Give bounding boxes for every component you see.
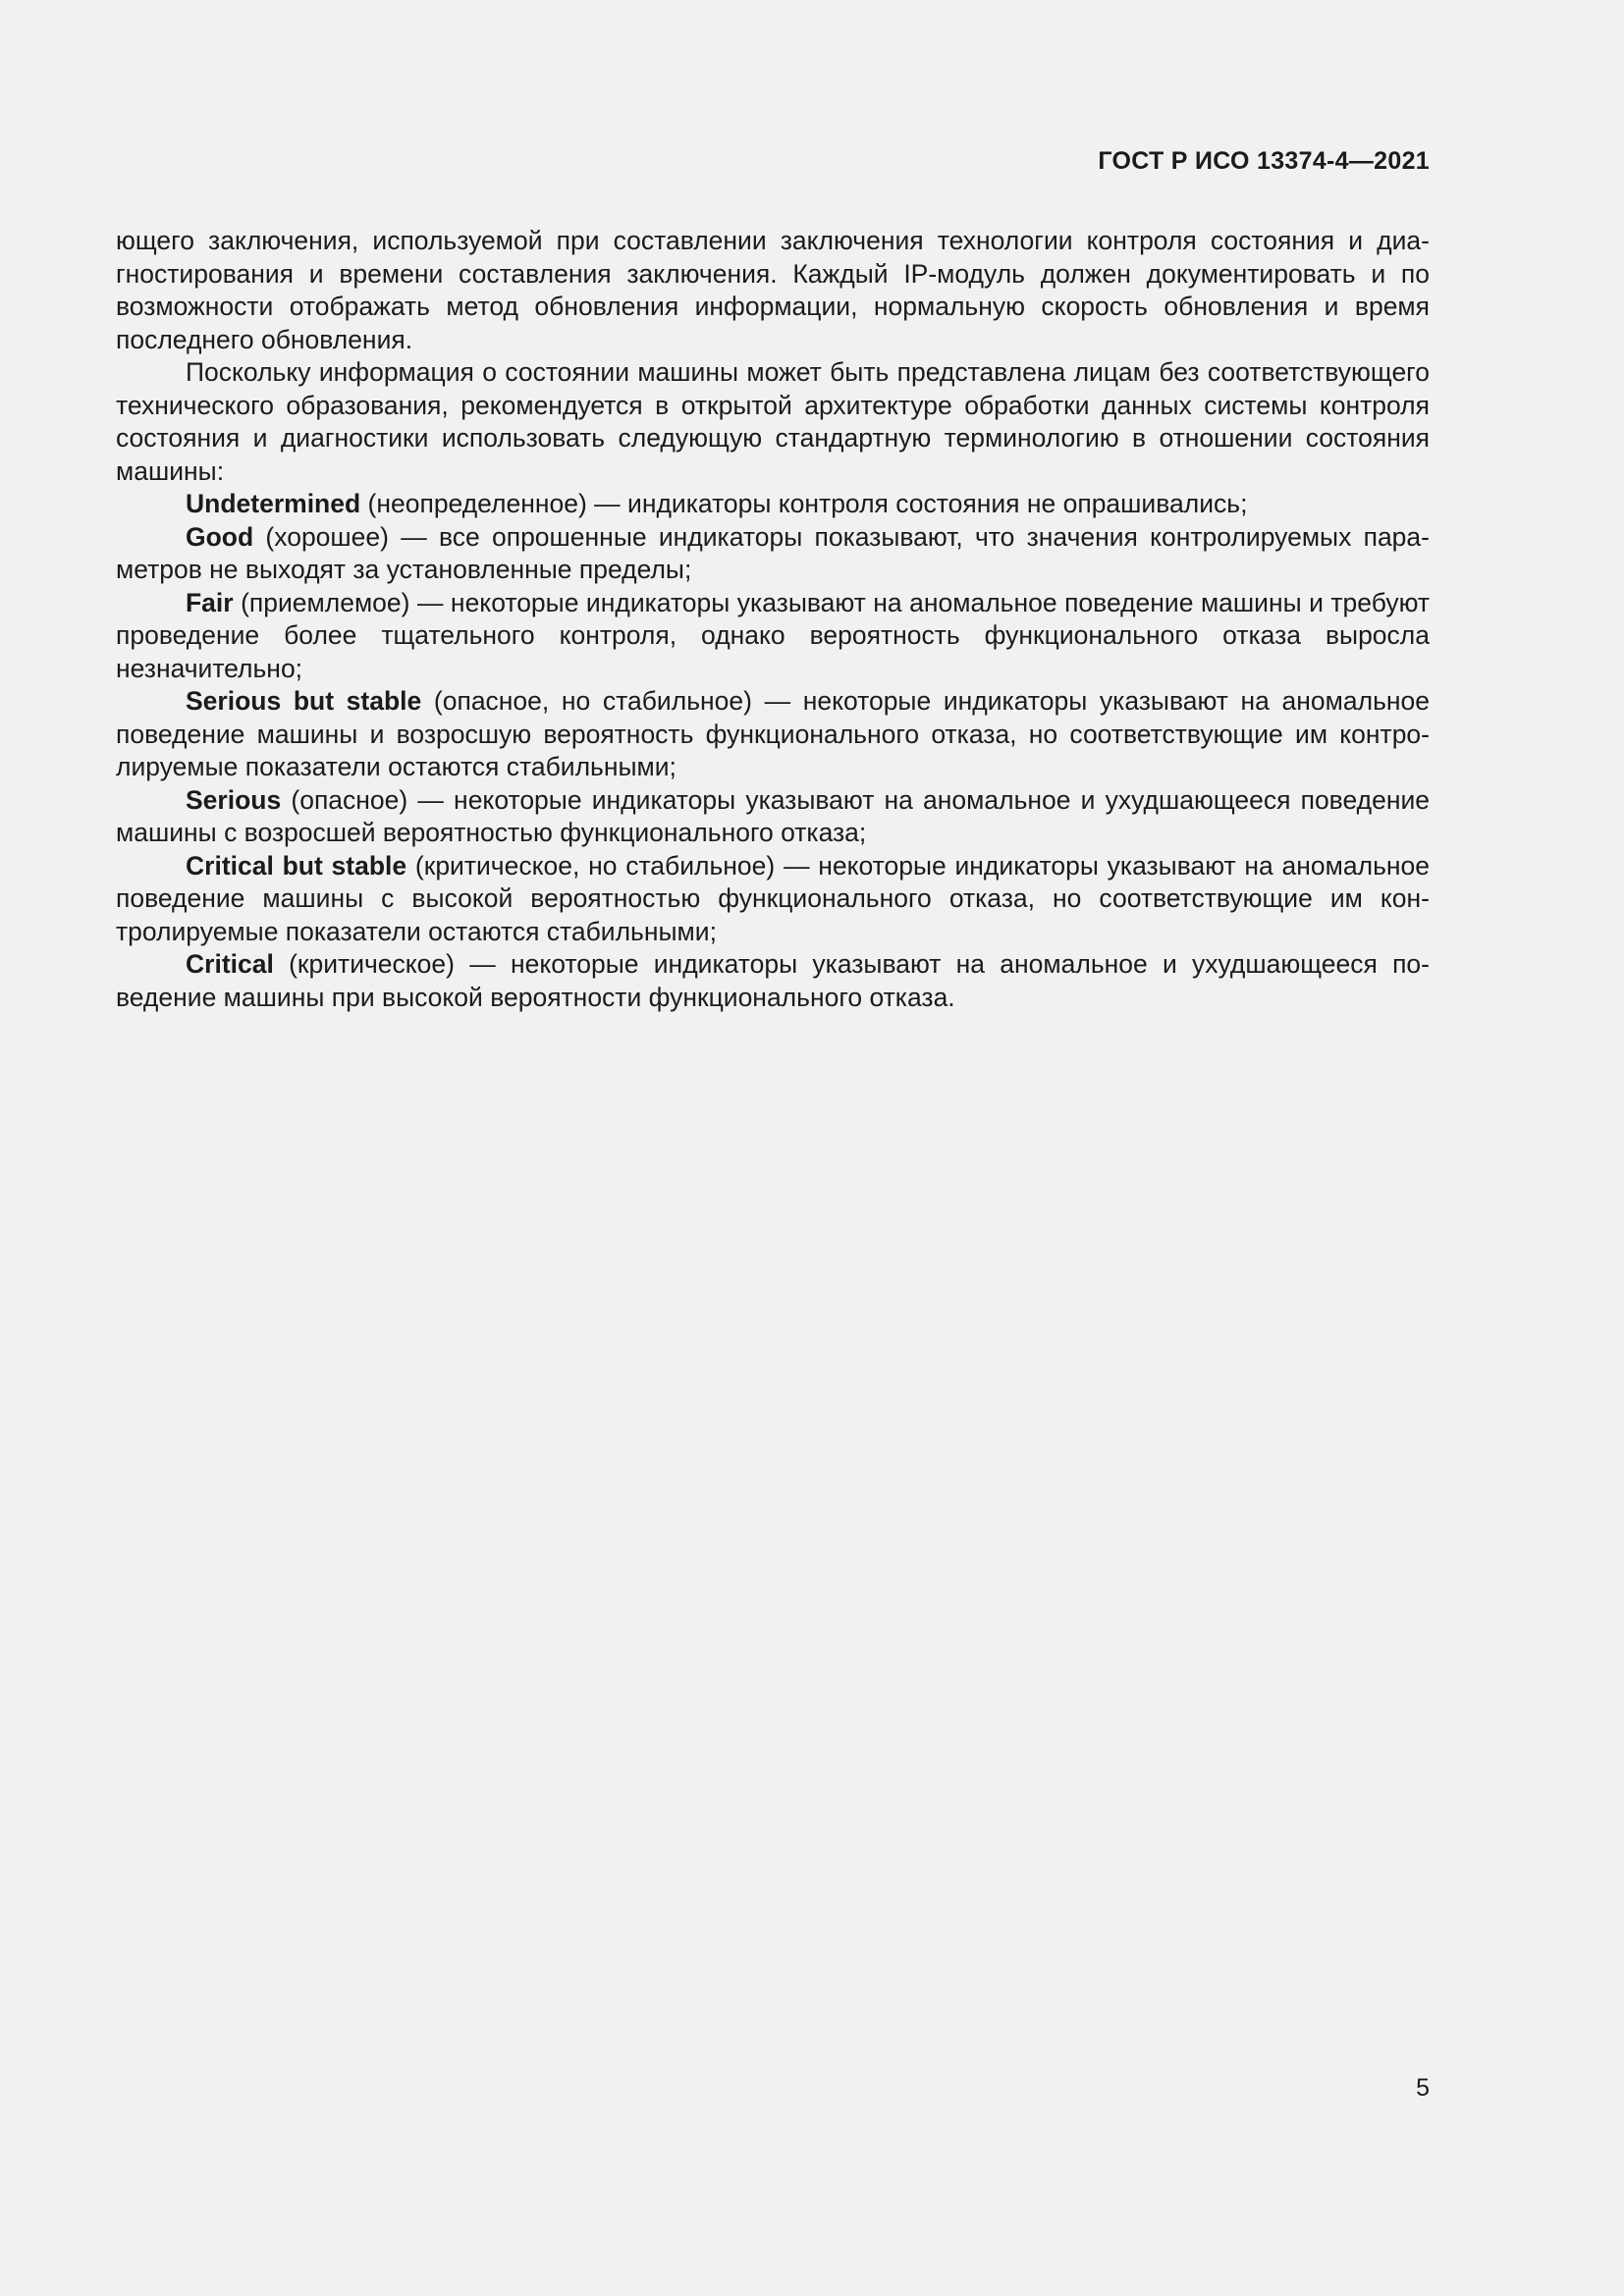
body-text [116,225,1430,1014]
term-name: Undetermined [186,489,361,518]
term-definition: (критическое) — некоторые индикаторы указывают на аномальное и ухудшающееся поведение машины при высокой вероятности функционального отказа. [116,949,1430,1012]
term-item-serious [116,784,1430,850]
term-definition: (хорошее) — все опрошенные индикаторы показывают, что значения контролируемых параметров не выходят за установленные пределы; [116,521,1430,584]
term-name: Serious but stable [186,686,422,716]
document-header: ГОСТ Р ИСО 13374-4—2021 [1098,147,1430,175]
term-name: Critical [186,949,274,979]
term-item-undetermined [116,488,1430,521]
term-item-critical-but-stable [116,850,1430,949]
term-name: Fair [186,587,234,617]
term-name: Serious [186,784,282,815]
page-number: 5 [1416,2074,1430,2102]
term-name: Good [186,521,254,552]
term-item-serious-but-stable [116,685,1430,784]
term-item-critical [116,948,1430,1014]
term-name: Critical but stable [186,850,407,881]
term-definition: (опасное, но стабильное) — некоторые индикаторы указывают на аномальное поведение машины и возросшую вероятность функционального отказа, но соответствующие им контролируемые показатели остаются стабильными; [116,686,1430,781]
term-item-good [116,521,1430,587]
term-definition: (приемлемое) — некоторые индикаторы указывают на аномальное поведение машины и требуют проведение более тщательного контроля, однако вероятность функционального отказа выросла незначительно; [116,587,1430,683]
term-definition: (опасное) — некоторые индикаторы указывают на аномальное и ухудшающееся поведение машины с возросшей вероятностью функционального отказа; [116,784,1430,847]
term-item-fair [116,587,1430,686]
intro-paragraph: Поскольку информация о состоянии машины может быть представлена лицам без соответствующего технического образования, рекомендуется в открытой архитектуре обработки данных системы контроля состояния и диагностики использовать следующую стандартную терминологию в отношении состояния машины: [116,357,1430,486]
term-definition: (критическое, но стабильное) — некоторые индикаторы указывают на аномальное поведение машины с высокой вероятностью функционального отказа, но соответствующие им контролируемые показатели остаются стабильными; [116,850,1430,946]
continuation-paragraph: ющего заключения, используемой при составлении заключения технологии контроля состояния и диагностирования и времени составления заключения. Каждый IP-модуль должен документировать и по возможности отображать метод обновления информации, нормальную скорость обновления и время последнего обновления. [116,226,1430,354]
term-definition: (неопределенное) — индикаторы контроля состояния не опрашивались; [360,489,1248,518]
